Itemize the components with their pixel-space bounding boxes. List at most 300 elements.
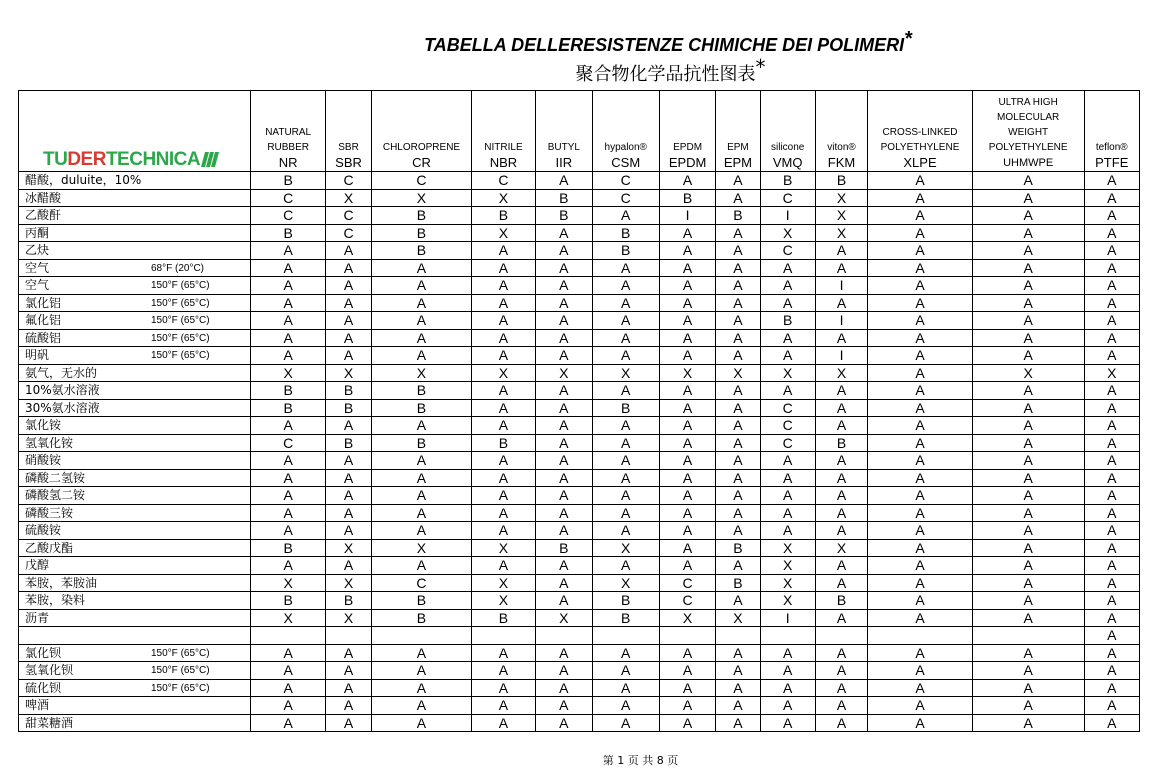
rating-cell: A	[372, 662, 472, 680]
rating-cell: B	[815, 434, 867, 452]
rating-cell	[815, 627, 867, 645]
chemical-name: 硝酸铵	[25, 453, 62, 468]
rating-cell: A	[868, 399, 973, 417]
rating-cell: A	[972, 609, 1084, 627]
rating-cell	[760, 627, 815, 645]
rating-cell: A	[471, 329, 535, 347]
rating-cell: B	[760, 312, 815, 330]
rating-cell: B	[372, 399, 472, 417]
rating-cell: B	[592, 224, 659, 242]
rating-cell: X	[536, 364, 592, 382]
column-header-line: POLYETHYLENE	[988, 142, 1068, 153]
rating-cell: B	[325, 399, 371, 417]
rating-cell	[536, 627, 592, 645]
chemical-name-cell	[19, 592, 251, 610]
rating-cell: A	[716, 382, 760, 400]
rating-cell: X	[536, 609, 592, 627]
rating-cell: A	[592, 452, 659, 470]
chemical-name: 氨气，无水的	[25, 365, 98, 380]
rating-cell: A	[972, 539, 1084, 557]
rating-cell: A	[716, 662, 760, 680]
chemical-name: 30%氨水溶液	[25, 400, 100, 415]
rating-cell: X	[760, 574, 815, 592]
rating-cell: A	[716, 417, 760, 435]
rating-cell: A	[868, 189, 973, 207]
rating-cell: A	[760, 277, 815, 295]
table-row	[19, 382, 1140, 400]
rating-cell: X	[815, 207, 867, 225]
rating-cell: X	[760, 539, 815, 557]
rating-cell: A	[972, 259, 1084, 277]
chemical-name-cell	[19, 224, 251, 242]
rating-cell: A	[868, 697, 973, 715]
rating-cell: A	[972, 662, 1084, 680]
rating-cell: A	[592, 329, 659, 347]
chemical-name-cell	[19, 487, 251, 505]
rating-cell: A	[972, 469, 1084, 487]
rating-cell: A	[659, 557, 715, 575]
table-row	[19, 487, 1140, 505]
rating-cell: I	[815, 277, 867, 295]
rating-cell: A	[372, 487, 472, 505]
chemical-name-cell	[19, 312, 251, 330]
rating-cell: A	[716, 714, 760, 732]
chemical-name-cell	[19, 557, 251, 575]
rating-cell	[592, 627, 659, 645]
rating-cell: A	[815, 697, 867, 715]
chemical-name: 戊醇	[25, 558, 50, 573]
rating-cell: A	[592, 259, 659, 277]
rating-cell: A	[251, 294, 325, 312]
rating-cell: A	[251, 452, 325, 470]
rating-cell: A	[536, 277, 592, 295]
chemical-name-cell	[19, 277, 251, 295]
rating-cell: C	[760, 417, 815, 435]
chemical-name: 乙酸酐	[25, 208, 62, 223]
rating-cell: A	[972, 434, 1084, 452]
rating-cell: A	[815, 469, 867, 487]
rating-cell: A	[972, 557, 1084, 575]
rating-cell: A	[1084, 259, 1139, 277]
chemical-name: 啤酒	[25, 698, 50, 713]
table-row	[19, 364, 1140, 382]
rating-cell: C	[659, 574, 715, 592]
rating-cell: A	[325, 329, 371, 347]
chemical-name-cell	[19, 662, 251, 680]
chemical-name: 氢氧化铵	[25, 435, 74, 450]
rating-cell: A	[972, 189, 1084, 207]
chemical-name: 氢氧化钡	[25, 663, 74, 678]
chemical-name: 甜菜糖酒	[25, 715, 74, 730]
rating-cell: X	[471, 364, 535, 382]
rating-cell: B	[372, 609, 472, 627]
rating-cell	[325, 627, 371, 645]
rating-cell: A	[536, 382, 592, 400]
rating-cell: A	[815, 574, 867, 592]
rating-cell: A	[536, 574, 592, 592]
column-header-code: SBR	[325, 155, 371, 172]
rating-cell: A	[716, 277, 760, 295]
table-row	[19, 434, 1140, 452]
rating-cell: A	[868, 469, 973, 487]
rating-cell: A	[592, 697, 659, 715]
rating-cell: A	[372, 294, 472, 312]
chemical-name-cell	[19, 399, 251, 417]
column-header-code: PTFE	[1084, 155, 1139, 172]
table-row	[19, 714, 1140, 732]
chemical-name: 乙酸戊酯	[25, 540, 74, 555]
table-row	[19, 294, 1140, 312]
rating-cell: B	[372, 434, 472, 452]
rating-cell: A	[972, 644, 1084, 662]
rating-cell: A	[1084, 504, 1139, 522]
rating-cell: A	[868, 172, 973, 190]
rating-cell: A	[536, 504, 592, 522]
column-header-name	[760, 91, 815, 156]
chemical-name-cell	[19, 452, 251, 470]
rating-cell: A	[1084, 294, 1139, 312]
rating-cell: C	[325, 207, 371, 225]
rating-cell: A	[1084, 627, 1139, 645]
rating-cell: B	[372, 592, 472, 610]
chemical-name-cell	[19, 679, 251, 697]
rating-cell: A	[471, 382, 535, 400]
column-header-code: UHMWPE	[972, 155, 1084, 172]
rating-cell: A	[536, 662, 592, 680]
table-row	[19, 172, 1140, 190]
rating-cell: B	[536, 207, 592, 225]
rating-cell: A	[592, 662, 659, 680]
rating-cell: B	[659, 189, 715, 207]
rating-cell: X	[972, 364, 1084, 382]
column-header-name	[815, 91, 867, 156]
rating-cell: X	[760, 592, 815, 610]
rating-cell: A	[868, 294, 973, 312]
rating-cell: A	[372, 329, 472, 347]
rating-cell: A	[972, 592, 1084, 610]
rating-cell: X	[659, 364, 715, 382]
rating-cell: A	[868, 434, 973, 452]
rating-cell: A	[592, 557, 659, 575]
rating-cell: X	[592, 364, 659, 382]
rating-cell: A	[325, 347, 371, 365]
rating-cell: A	[716, 504, 760, 522]
rating-cell: A	[372, 452, 472, 470]
rating-cell: X	[251, 574, 325, 592]
rating-cell: A	[716, 522, 760, 540]
rating-cell: A	[716, 224, 760, 242]
table-row	[19, 662, 1140, 680]
rating-cell: A	[325, 504, 371, 522]
table-row	[19, 557, 1140, 575]
rating-cell: A	[659, 242, 715, 260]
rating-cell: A	[868, 504, 973, 522]
rating-cell: A	[536, 714, 592, 732]
table-row	[19, 399, 1140, 417]
rating-cell: I	[815, 312, 867, 330]
rating-cell: C	[592, 172, 659, 190]
column-header-line: EPM	[727, 142, 749, 153]
condition-label: 150°F (65°C)	[151, 297, 210, 309]
rating-cell: A	[1084, 189, 1139, 207]
rating-cell: A	[1084, 277, 1139, 295]
rating-cell: A	[325, 662, 371, 680]
rating-cell	[868, 627, 973, 645]
rating-cell: B	[372, 242, 472, 260]
column-header-line: NITRILE	[484, 142, 523, 153]
rating-cell: A	[868, 487, 973, 505]
chemical-name: 乙炔	[25, 243, 50, 258]
rating-cell: A	[815, 662, 867, 680]
column-header-name	[972, 91, 1084, 156]
rating-cell: A	[815, 259, 867, 277]
rating-cell: A	[868, 714, 973, 732]
rating-cell: A	[536, 469, 592, 487]
rating-cell: A	[372, 557, 472, 575]
table-row	[19, 697, 1140, 715]
column-header-code: IIR	[536, 155, 592, 172]
rating-cell: X	[325, 189, 371, 207]
rating-cell: X	[815, 364, 867, 382]
chemical-name-cell	[19, 627, 251, 645]
column-header-name	[592, 91, 659, 156]
rating-cell: A	[868, 242, 973, 260]
rating-cell: A	[251, 714, 325, 732]
rating-cell: X	[325, 609, 371, 627]
rating-cell: A	[592, 487, 659, 505]
table-row	[19, 679, 1140, 697]
rating-cell: A	[972, 574, 1084, 592]
chemical-name: 氯化铵	[25, 418, 62, 433]
rating-cell: A	[251, 242, 325, 260]
column-header-line: MOLECULAR	[997, 112, 1060, 123]
rating-cell: A	[972, 697, 1084, 715]
rating-cell: A	[251, 312, 325, 330]
rating-cell: A	[325, 242, 371, 260]
rating-cell: B	[536, 539, 592, 557]
rating-cell: A	[471, 487, 535, 505]
rating-cell: B	[372, 207, 472, 225]
table-row	[19, 312, 1140, 330]
rating-cell: A	[1084, 399, 1139, 417]
rating-cell: X	[815, 224, 867, 242]
rating-cell: A	[251, 679, 325, 697]
chemical-name-cell	[19, 644, 251, 662]
rating-cell: A	[372, 417, 472, 435]
logo-text: TECHNICA	[105, 149, 201, 170]
rating-cell: A	[868, 679, 973, 697]
column-header-name	[251, 91, 325, 156]
rating-cell: A	[325, 294, 371, 312]
rating-cell: A	[1084, 574, 1139, 592]
rating-cell: A	[372, 697, 472, 715]
rating-cell: A	[716, 557, 760, 575]
table-row	[19, 522, 1140, 540]
column-header-name	[325, 91, 371, 156]
table-row	[19, 189, 1140, 207]
rating-cell: A	[471, 259, 535, 277]
rating-cell: A	[325, 312, 371, 330]
rating-cell: A	[536, 592, 592, 610]
rating-cell: C	[760, 399, 815, 417]
chemical-name-cell	[19, 207, 251, 225]
rating-cell: X	[471, 574, 535, 592]
rating-cell: B	[251, 224, 325, 242]
rating-cell: A	[471, 522, 535, 540]
rating-cell: A	[815, 382, 867, 400]
rating-cell: A	[815, 714, 867, 732]
rating-cell: A	[868, 662, 973, 680]
chemical-name: 磷酸二氢铵	[25, 470, 86, 485]
column-header-code: CSM	[592, 155, 659, 172]
rating-cell: A	[251, 487, 325, 505]
rating-cell: A	[760, 487, 815, 505]
rating-cell: A	[815, 644, 867, 662]
rating-cell: X	[372, 364, 472, 382]
column-header-code: EPDM	[659, 155, 715, 172]
rating-cell: C	[760, 242, 815, 260]
rating-cell: A	[868, 592, 973, 610]
column-header-code: CR	[372, 155, 472, 172]
rating-cell: A	[251, 522, 325, 540]
table-row	[19, 592, 1140, 610]
rating-cell: A	[659, 277, 715, 295]
rating-cell: A	[868, 259, 973, 277]
rating-cell: A	[659, 329, 715, 347]
rating-cell: A	[868, 224, 973, 242]
rating-cell: A	[325, 679, 371, 697]
rating-cell: A	[471, 277, 535, 295]
chemical-name: 氯化钡	[25, 645, 62, 660]
column-header-code: NBR	[471, 155, 535, 172]
rating-cell: C	[372, 574, 472, 592]
rating-cell: A	[251, 277, 325, 295]
rating-cell: A	[372, 469, 472, 487]
column-header-code: XLPE	[868, 155, 973, 172]
rating-cell: A	[471, 347, 535, 365]
condition-label: 68°F (20°C)	[151, 262, 205, 274]
rating-cell: B	[716, 539, 760, 557]
rating-cell: A	[972, 452, 1084, 470]
column-header-name	[659, 91, 715, 156]
rating-cell: X	[716, 609, 760, 627]
chemical-name: 氯化铝	[25, 295, 62, 310]
rating-cell: A	[1084, 452, 1139, 470]
rating-cell: A	[471, 399, 535, 417]
rating-cell: A	[716, 312, 760, 330]
table-row	[19, 347, 1140, 365]
chemical-name-cell	[19, 539, 251, 557]
column-header-line: CROSS-LINKED	[882, 127, 958, 138]
rating-cell: A	[760, 452, 815, 470]
rating-cell: A	[1084, 207, 1139, 225]
rating-cell: B	[471, 207, 535, 225]
rating-cell: A	[760, 504, 815, 522]
rating-cell: X	[760, 557, 815, 575]
column-header-name	[372, 91, 472, 156]
chemical-name: 明矾	[25, 348, 50, 363]
rating-cell: A	[536, 487, 592, 505]
rating-cell: A	[1084, 329, 1139, 347]
rating-cell: B	[372, 382, 472, 400]
rating-cell: B	[372, 224, 472, 242]
rating-cell: A	[716, 259, 760, 277]
column-header-name	[868, 91, 973, 156]
rating-cell: B	[251, 592, 325, 610]
rating-cell: A	[659, 662, 715, 680]
rating-cell: A	[868, 207, 973, 225]
rating-cell: B	[471, 609, 535, 627]
page-footer: 第 1 页 共 8 页	[602, 754, 679, 767]
table-row	[19, 277, 1140, 295]
rating-cell: A	[251, 662, 325, 680]
rating-cell: A	[815, 452, 867, 470]
rating-cell: A	[659, 259, 715, 277]
rating-cell: A	[251, 557, 325, 575]
rating-cell: X	[372, 539, 472, 557]
rating-cell: A	[972, 294, 1084, 312]
rating-cell: A	[471, 557, 535, 575]
rating-cell: X	[815, 189, 867, 207]
rating-cell: A	[325, 469, 371, 487]
rating-cell: A	[1084, 714, 1139, 732]
rating-cell: A	[760, 329, 815, 347]
rating-cell: A	[471, 697, 535, 715]
condition-label: 150°F (65°C)	[151, 665, 210, 676]
chemical-name-cell	[19, 382, 251, 400]
rating-cell: A	[868, 277, 973, 295]
column-header-line: viton®	[827, 142, 856, 153]
rating-cell: A	[659, 522, 715, 540]
rating-cell: B	[592, 592, 659, 610]
rating-cell: A	[868, 382, 973, 400]
rating-cell: C	[760, 434, 815, 452]
rating-cell: A	[251, 697, 325, 715]
chemical-name: 苯胺，苯胺油	[25, 575, 98, 590]
rating-cell: B	[815, 172, 867, 190]
rating-cell: A	[1084, 592, 1139, 610]
column-header-line: EPDM	[673, 142, 703, 153]
rating-cell: A	[372, 522, 472, 540]
rating-cell: A	[592, 382, 659, 400]
rating-cell: A	[659, 679, 715, 697]
column-header-line: NATURAL	[265, 127, 312, 138]
rating-cell: A	[716, 294, 760, 312]
chemical-name-cell	[19, 417, 251, 435]
rating-cell: A	[471, 294, 535, 312]
rating-cell: A	[1084, 679, 1139, 697]
rating-cell: X	[659, 609, 715, 627]
rating-cell: A	[1084, 172, 1139, 190]
rating-cell: A	[592, 644, 659, 662]
chemical-name-cell	[19, 522, 251, 540]
rating-cell: A	[536, 242, 592, 260]
rating-cell: A	[1084, 522, 1139, 540]
condition-label: 150°F (65°C)	[151, 647, 210, 659]
column-header-line: RUBBER	[267, 142, 309, 153]
rating-cell: B	[592, 399, 659, 417]
rating-cell: A	[760, 679, 815, 697]
condition-label: 150°F (65°C)	[151, 682, 210, 694]
rating-cell: A	[815, 399, 867, 417]
rating-cell: A	[536, 644, 592, 662]
rating-cell: A	[972, 277, 1084, 295]
rating-cell: I	[760, 609, 815, 627]
rating-cell: A	[972, 399, 1084, 417]
chemical-name-cell	[19, 609, 251, 627]
rating-cell: B	[325, 382, 371, 400]
column-header-name	[1084, 91, 1139, 156]
